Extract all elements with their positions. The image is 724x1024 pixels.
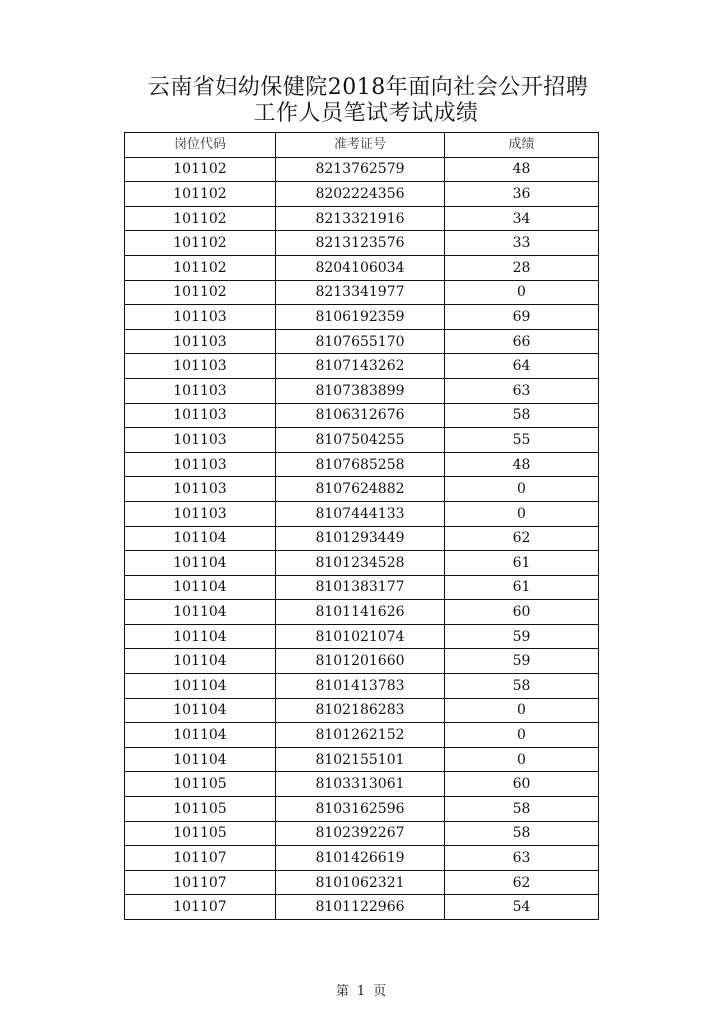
table-row xyxy=(125,403,599,428)
cell-score: 58 xyxy=(445,821,599,846)
cell-score: 66 xyxy=(445,329,599,354)
cell-score: 58 xyxy=(445,674,599,699)
cell-position-code: 101103 xyxy=(125,477,276,502)
cell-score: 55 xyxy=(445,428,599,453)
table-row xyxy=(125,255,599,280)
cell-position-code: 101104 xyxy=(125,624,276,649)
cell-position-code: 101104 xyxy=(125,526,276,551)
cell-position-code: 101102 xyxy=(125,255,276,280)
cell-score: 60 xyxy=(445,772,599,797)
cell-position-code: 101105 xyxy=(125,772,276,797)
cell-admission-number: 8106192359 xyxy=(276,305,445,330)
cell-admission-number: 8213762579 xyxy=(276,157,445,182)
cell-score: 62 xyxy=(445,526,599,551)
cell-admission-number: 8202224356 xyxy=(276,182,445,207)
table-row xyxy=(125,846,599,871)
cell-admission-number: 8107444133 xyxy=(276,501,445,526)
cell-score: 63 xyxy=(445,846,599,871)
table-row xyxy=(125,157,599,182)
cell-position-code: 101103 xyxy=(125,354,276,379)
document-title-line1: 云南省妇幼保健院2018年面向社会公开招聘 xyxy=(147,75,589,100)
table-row xyxy=(125,501,599,526)
table-row xyxy=(125,575,599,600)
cell-score: 58 xyxy=(445,797,599,822)
cell-admission-number: 8101426619 xyxy=(276,846,445,871)
cell-position-code: 101104 xyxy=(125,747,276,772)
table-row xyxy=(125,772,599,797)
cell-admission-number: 8101234528 xyxy=(276,551,445,576)
scores-table xyxy=(124,132,599,920)
cell-position-code: 101107 xyxy=(125,870,276,895)
table-row xyxy=(125,600,599,625)
table-body xyxy=(125,157,599,919)
table-row xyxy=(125,354,599,379)
cell-score: 61 xyxy=(445,575,599,600)
cell-admission-number: 8101062321 xyxy=(276,870,445,895)
cell-admission-number: 8213341977 xyxy=(276,280,445,305)
cell-position-code: 101107 xyxy=(125,895,276,920)
table-row xyxy=(125,329,599,354)
cell-admission-number: 8106312676 xyxy=(276,403,445,428)
cell-score: 33 xyxy=(445,231,599,256)
cell-score: 59 xyxy=(445,649,599,674)
cell-admission-number: 8102186283 xyxy=(276,698,445,723)
cell-admission-number: 8107655170 xyxy=(276,329,445,354)
table-row xyxy=(125,206,599,231)
cell-position-code: 101104 xyxy=(125,575,276,600)
cell-score: 48 xyxy=(445,452,599,477)
cell-admission-number: 8101262152 xyxy=(276,723,445,748)
table-row xyxy=(125,797,599,822)
cell-score: 58 xyxy=(445,403,599,428)
table-row xyxy=(125,674,599,699)
cell-score: 0 xyxy=(445,723,599,748)
table-row xyxy=(125,452,599,477)
cell-score: 59 xyxy=(445,624,599,649)
table-row xyxy=(125,477,599,502)
table-row xyxy=(125,551,599,576)
cell-position-code: 101104 xyxy=(125,600,276,625)
table-row xyxy=(125,231,599,256)
cell-position-code: 101103 xyxy=(125,403,276,428)
cell-score: 0 xyxy=(445,477,599,502)
cell-position-code: 101104 xyxy=(125,551,276,576)
table-header-row xyxy=(125,133,599,158)
table-row xyxy=(125,280,599,305)
cell-position-code: 101105 xyxy=(125,797,276,822)
cell-position-code: 101104 xyxy=(125,698,276,723)
cell-position-code: 101102 xyxy=(125,182,276,207)
table-row xyxy=(125,182,599,207)
page-number: 1 xyxy=(356,984,368,999)
header-admission-number: 准考证号 xyxy=(276,133,445,158)
cell-admission-number: 8103313061 xyxy=(276,772,445,797)
cell-admission-number: 8213321916 xyxy=(276,206,445,231)
cell-admission-number: 8107383899 xyxy=(276,378,445,403)
cell-position-code: 101103 xyxy=(125,305,276,330)
page-prefix: 第 xyxy=(335,984,351,999)
cell-score: 61 xyxy=(445,551,599,576)
cell-position-code: 101103 xyxy=(125,501,276,526)
table-row xyxy=(125,821,599,846)
cell-admission-number: 8101293449 xyxy=(276,526,445,551)
cell-score: 64 xyxy=(445,354,599,379)
table-row xyxy=(125,870,599,895)
header-position-code: 岗位代码 xyxy=(125,133,276,158)
cell-admission-number: 8213123576 xyxy=(276,231,445,256)
cell-position-code: 101103 xyxy=(125,428,276,453)
header-score: 成绩 xyxy=(445,133,599,158)
cell-position-code: 101105 xyxy=(125,821,276,846)
cell-admission-number: 8101122966 xyxy=(276,895,445,920)
cell-position-code: 101102 xyxy=(125,231,276,256)
cell-admission-number: 8101141626 xyxy=(276,600,445,625)
cell-score: 62 xyxy=(445,870,599,895)
cell-position-code: 101103 xyxy=(125,329,276,354)
cell-position-code: 101102 xyxy=(125,280,276,305)
cell-admission-number: 8102392267 xyxy=(276,821,445,846)
page-footer xyxy=(0,980,724,999)
cell-score: 0 xyxy=(445,747,599,772)
table-row xyxy=(125,428,599,453)
cell-position-code: 101107 xyxy=(125,846,276,871)
cell-admission-number: 8107143262 xyxy=(276,354,445,379)
table-row xyxy=(125,624,599,649)
table-row xyxy=(125,378,599,403)
table-row xyxy=(125,305,599,330)
table-row xyxy=(125,526,599,551)
table-row xyxy=(125,895,599,920)
cell-admission-number: 8107685258 xyxy=(276,452,445,477)
cell-score: 54 xyxy=(445,895,599,920)
cell-admission-number: 8101413783 xyxy=(276,674,445,699)
cell-position-code: 101104 xyxy=(125,649,276,674)
cell-score: 0 xyxy=(445,280,599,305)
cell-admission-number: 8103162596 xyxy=(276,797,445,822)
cell-score: 0 xyxy=(445,501,599,526)
table-row xyxy=(125,723,599,748)
document-title-line2: 工作人员笔试考试成绩 xyxy=(253,101,479,126)
cell-admission-number: 8107624882 xyxy=(276,477,445,502)
table-row xyxy=(125,698,599,723)
cell-score: 69 xyxy=(445,305,599,330)
cell-position-code: 101103 xyxy=(125,452,276,477)
cell-score: 60 xyxy=(445,600,599,625)
cell-score: 63 xyxy=(445,378,599,403)
cell-admission-number: 8101201660 xyxy=(276,649,445,674)
page-suffix: 页 xyxy=(373,984,389,999)
cell-score: 28 xyxy=(445,255,599,280)
cell-score: 34 xyxy=(445,206,599,231)
cell-score: 0 xyxy=(445,698,599,723)
cell-admission-number: 8107504255 xyxy=(276,428,445,453)
cell-admission-number: 8102155101 xyxy=(276,747,445,772)
cell-position-code: 101104 xyxy=(125,674,276,699)
cell-position-code: 101102 xyxy=(125,206,276,231)
cell-admission-number: 8101021074 xyxy=(276,624,445,649)
table-row xyxy=(125,747,599,772)
cell-score: 48 xyxy=(445,157,599,182)
cell-score: 36 xyxy=(445,182,599,207)
cell-position-code: 101103 xyxy=(125,378,276,403)
cell-admission-number: 8204106034 xyxy=(276,255,445,280)
cell-admission-number: 8101383177 xyxy=(276,575,445,600)
cell-position-code: 101104 xyxy=(125,723,276,748)
cell-position-code: 101102 xyxy=(125,157,276,182)
table-row xyxy=(125,649,599,674)
